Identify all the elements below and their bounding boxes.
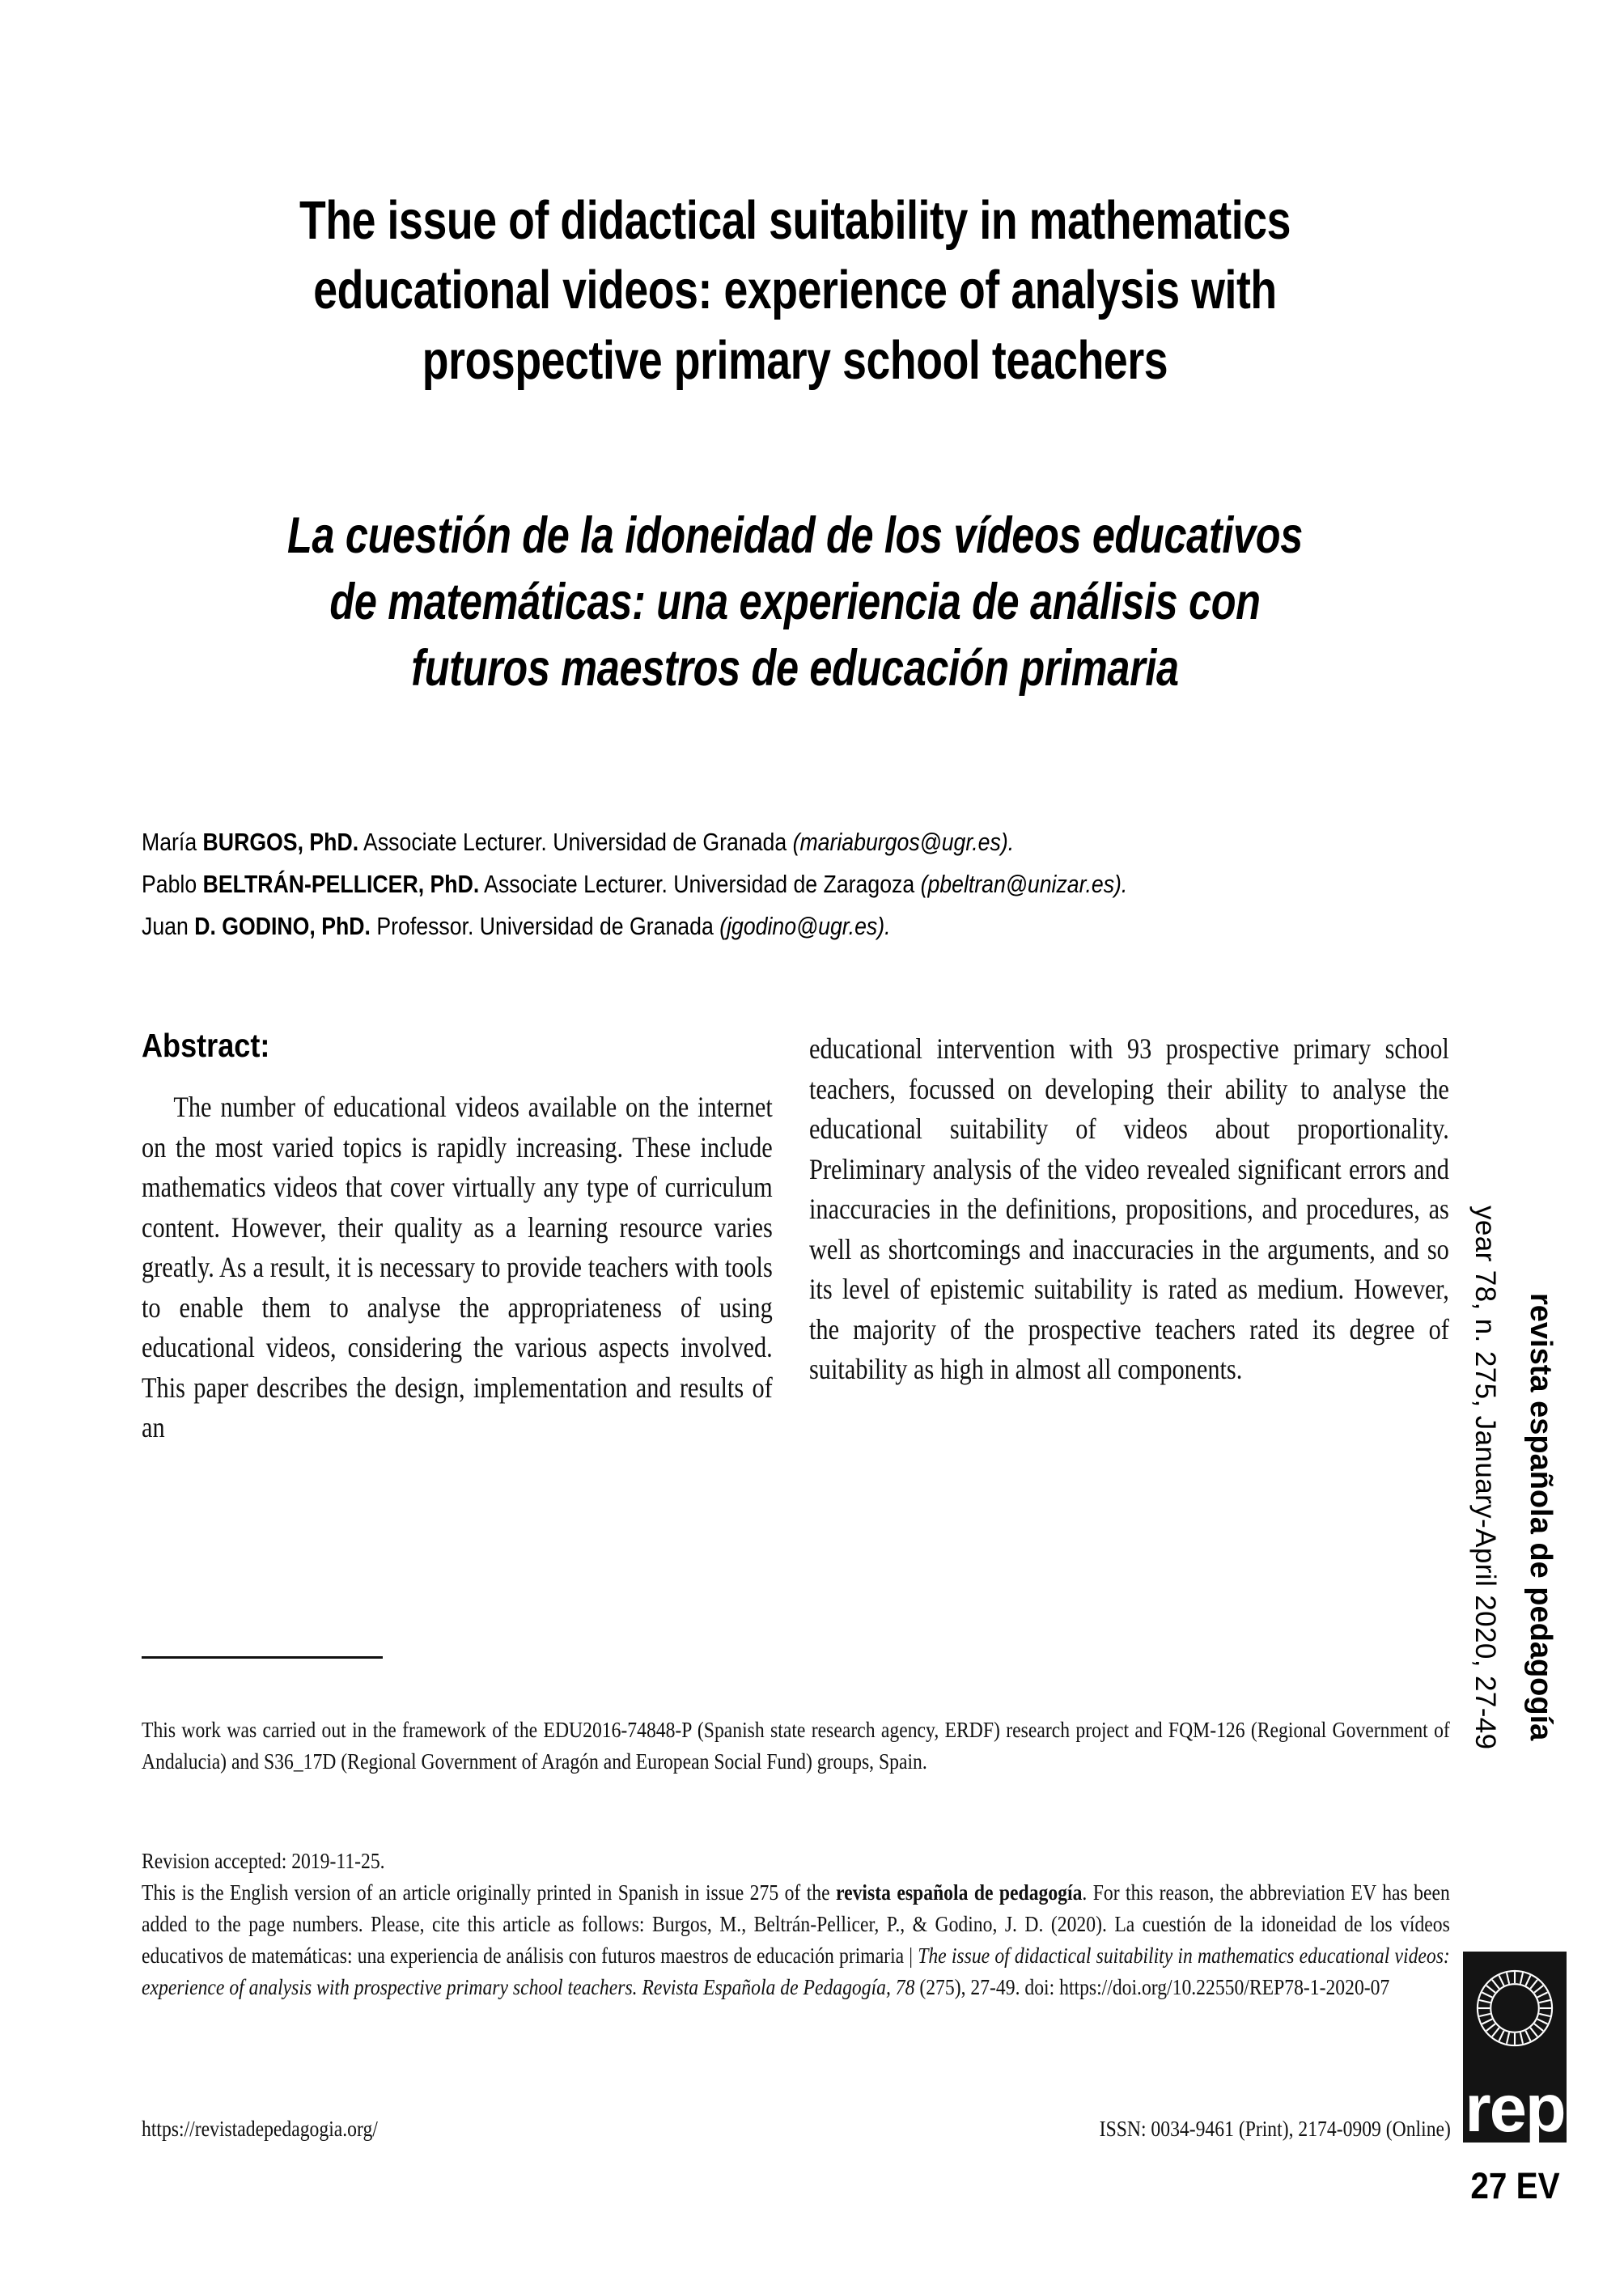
author-surname: BELTRÁN-PELLICER, PhD. bbox=[202, 870, 480, 898]
author-given-name: Pablo bbox=[142, 870, 203, 898]
author-email[interactable]: (mariaburgos@ugr.es). bbox=[792, 828, 1015, 856]
sidebar-journal-name: revista española de pedagogía bbox=[1524, 1293, 1558, 1741]
revision-accepted-text: Revision accepted: 2019-11-25. bbox=[142, 1848, 385, 1873]
citation-footnote bbox=[142, 1845, 1450, 2003]
citation-segment-2: . For this reason, the abbreviation EV has been added to the page numbers. Please, cite this article as follows: Burgos, M., Beltrán-Pellicer, P., & Godino, J. D. (2020). La cuestión de la idoneidad de los vídeos educativos de matemáticas: una experiencia de análisis con futuros maestros de educación primaria | bbox=[142, 1880, 1450, 1968]
citation-article-title: The issue of didactical suitability in mathematics educational videos: experience of analysis with prospective primary school teachers. Revista Española de Pedagogía, 78 bbox=[142, 1943, 1450, 1999]
abstract-column-right bbox=[809, 1029, 1449, 1390]
author-affiliation: Associate Lecturer. Universidad de Granada bbox=[358, 828, 793, 856]
page-title-english: The issue of didactical suitability in mathematics educational videos: experience of analysis with prospective primary school teachers bbox=[299, 189, 1291, 391]
citation-segment-3[interactable]: (275), 27-49. doi: https://doi.org/10.22550/REP78-1-2020-07 bbox=[914, 1974, 1390, 1999]
grant-footnote bbox=[142, 1714, 1450, 1777]
citation-journal-name: revista española de pedagogía bbox=[836, 1880, 1083, 1905]
page-title-spanish: La cuestión de la idoneidad de los vídeos educativos de matemáticas: una experiencia de análisis con futuros maestros de educación primaria bbox=[287, 507, 1303, 697]
citation-text bbox=[142, 1876, 1450, 2003]
author-surname: D. GODINO, PhD. bbox=[194, 912, 371, 940]
page-number: 27 EV bbox=[1470, 2165, 1560, 2206]
journal-website-link[interactable]: https://revistadepedagogia.org/ bbox=[142, 2116, 378, 2141]
footnote-divider bbox=[142, 1656, 383, 1659]
abstract-column-left bbox=[142, 1087, 773, 1448]
author-entry bbox=[142, 871, 1269, 896]
author-entry bbox=[142, 913, 1269, 939]
rep-wordmark: rep bbox=[1465, 2070, 1565, 2147]
issn-row bbox=[142, 2113, 1451, 2144]
author-surname: BURGOS, PhD. bbox=[202, 828, 359, 856]
author-given-name: Juan bbox=[142, 912, 195, 940]
rep-logo bbox=[1463, 1952, 1567, 2147]
abstract-heading: Abstract: bbox=[142, 1027, 270, 1064]
author-given-name: María bbox=[142, 828, 203, 856]
author-entry bbox=[142, 829, 1269, 854]
abstract-text-right: educational intervention with 93 prospective primary school teachers, focussed on developing their ability to analyse the educational suitability of videos about proportionality. Preliminary analysis of the video revealed significant errors and inaccuracies in the definitions, propositions, and procedures, as well as shortcomings and inaccuracies in the arguments, and so its level of epistemic suitability is rated as medium. However, the majority of the prospective teachers rated its degree of suitability as high in almost all components. bbox=[809, 1032, 1449, 1385]
citation-segment-1: This is the English version of an article originally printed in Spanish in issue 275 of the bbox=[142, 1880, 837, 1905]
abstract-text-left: The number of educational videos available on the internet on the most varied topics is rapidly increasing. These include mathematics videos that cover virtually any type of curriculum content. However, their quality as a learning resource varies greatly. As a result, it is necessary to provide teachers with tools to enable them to analyse the appropriateness of using educational videos, considering the various aspects involved. This paper describes the design, implementation and results of an bbox=[142, 1091, 773, 1443]
author-affiliation: Associate Lecturer. Universidad de Zaragoza bbox=[479, 870, 921, 898]
author-email[interactable]: (jgodino@ugr.es). bbox=[719, 912, 891, 940]
grant-footnote-text: This work was carried out in the framework of the EDU2016-74848-P (Spanish state research agency, ERDF) research project and FQM-126 (Regional Government of Andalucia) and S36_17D (Regional Government of Aragón and European Social Fund) groups, Spain. bbox=[142, 1717, 1450, 1774]
author-block bbox=[142, 829, 1452, 956]
author-email[interactable]: (pbeltran@unizar.es). bbox=[920, 870, 1128, 898]
author-affiliation: Professor. Universidad de Granada bbox=[370, 912, 720, 940]
sunburst-ring-icon bbox=[1476, 1969, 1554, 2047]
sidebar-issue-info: year 78, n. 275, January-April 2020, 27-49 bbox=[1469, 1206, 1501, 1750]
issn-text: ISSN: 0034-9461 (Print), 2174-0909 (Online) bbox=[1099, 2116, 1451, 2141]
